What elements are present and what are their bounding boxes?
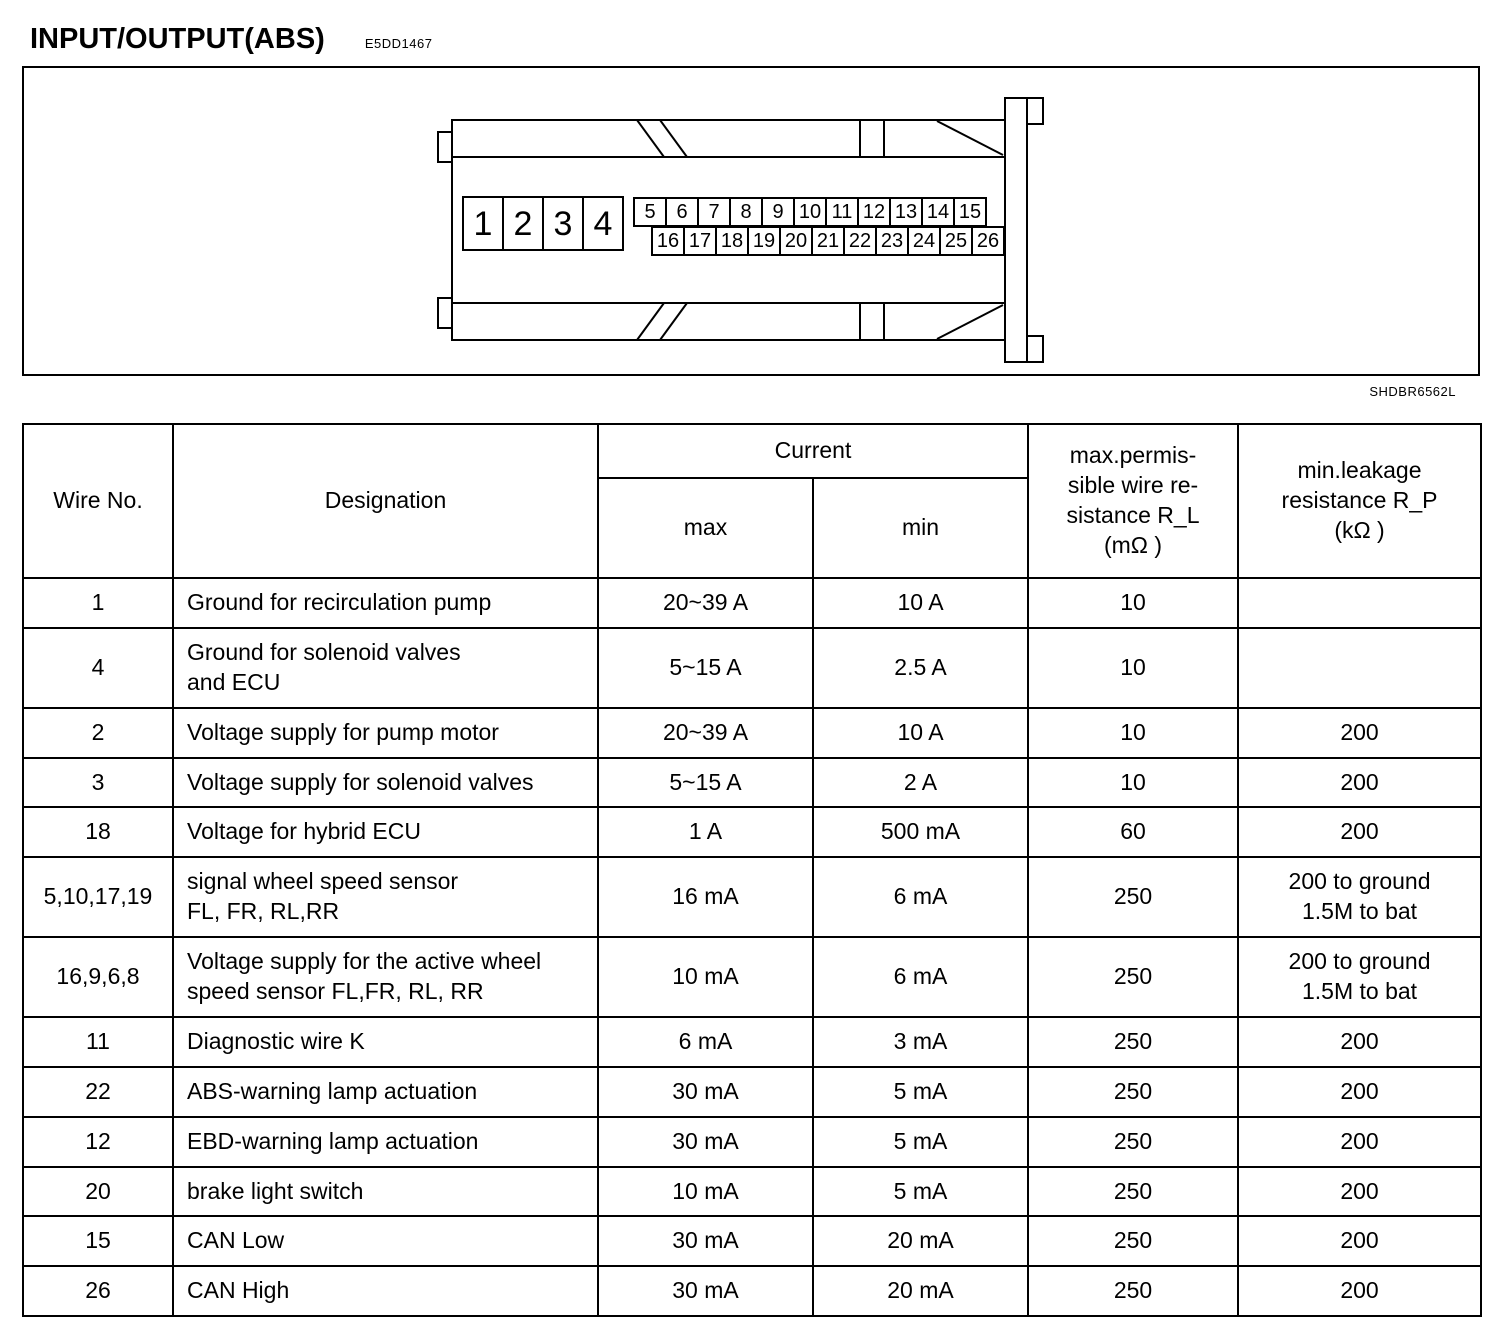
- table-row: [23, 1017, 1481, 1067]
- table-cell: signal wheel speed sensor FL, FR, RL,RR: [173, 857, 598, 937]
- pin-cell: 6: [665, 197, 699, 227]
- table-cell: EBD-warning lamp actuation: [173, 1117, 598, 1167]
- col-header-max-resistance: max.permis- sible wire re- sistance R_L (mΩ ): [1028, 424, 1238, 578]
- figure-caption: SHDBR6562L: [1369, 384, 1456, 399]
- col-header-designation: Designation: [173, 424, 598, 578]
- page-title: INPUT/OUTPUT(ABS): [30, 23, 325, 55]
- table-cell: 200 to ground 1.5M to bat: [1238, 937, 1481, 1017]
- pin-cell: 3: [542, 196, 584, 251]
- pin-cell: 19: [747, 226, 781, 256]
- table-cell: CAN Low: [173, 1216, 598, 1266]
- pin-cell: 12: [857, 197, 891, 227]
- table-cell: 15: [23, 1216, 173, 1266]
- table-row: [23, 1266, 1481, 1316]
- table-cell: 20~39 A: [598, 578, 813, 628]
- table-cell: 18: [23, 807, 173, 857]
- table-cell: 200: [1238, 1067, 1481, 1117]
- table-cell: Voltage supply for the active wheel speed sensor FL,FR, RL, RR: [173, 937, 598, 1017]
- table-cell: 250: [1028, 1167, 1238, 1217]
- pin-cell: 20: [779, 226, 813, 256]
- table-row: [23, 758, 1481, 808]
- table-row: [23, 857, 1481, 937]
- pin-cell: 26: [971, 226, 1005, 256]
- table-cell: Voltage supply for pump motor: [173, 708, 598, 758]
- table-cell: 200: [1238, 1266, 1481, 1316]
- pin-cell: 22: [843, 226, 877, 256]
- table-row: [23, 1216, 1481, 1266]
- pin-cell: 17: [683, 226, 717, 256]
- connector-top-pin-row: [633, 197, 987, 227]
- table-cell: 26: [23, 1266, 173, 1316]
- pin-cell: 25: [939, 226, 973, 256]
- table-cell: [1238, 628, 1481, 708]
- table-cell: Voltage supply for solenoid valves: [173, 758, 598, 808]
- table-cell: 200: [1238, 807, 1481, 857]
- pin-cell: 4: [582, 196, 624, 251]
- table-cell: 250: [1028, 1017, 1238, 1067]
- table-cell: 10 mA: [598, 937, 813, 1017]
- table-cell: 6 mA: [598, 1017, 813, 1067]
- table-cell: 500 mA: [813, 807, 1028, 857]
- table-row: [23, 807, 1481, 857]
- table-cell: 10 A: [813, 578, 1028, 628]
- table-cell: 10: [1028, 578, 1238, 628]
- table-cell: Ground for solenoid valves and ECU: [173, 628, 598, 708]
- table-row: [23, 628, 1481, 708]
- col-header-current-min: min: [813, 478, 1028, 578]
- pin-cell: 8: [729, 197, 763, 227]
- table-cell: 10 mA: [598, 1167, 813, 1217]
- table-cell: 30 mA: [598, 1117, 813, 1167]
- table-cell: Voltage for hybrid ECU: [173, 807, 598, 857]
- table-row: [23, 937, 1481, 1017]
- col-header-wire-no: Wire No.: [23, 424, 173, 578]
- table-cell: 200: [1238, 1017, 1481, 1067]
- table-cell: 250: [1028, 1117, 1238, 1167]
- table-cell: ABS-warning lamp actuation: [173, 1067, 598, 1117]
- table-cell: 200: [1238, 758, 1481, 808]
- col-header-min-leakage: min.leakage resistance R_P (kΩ ): [1238, 424, 1481, 578]
- col-header-current: Current: [598, 424, 1028, 478]
- table-cell: 5 mA: [813, 1167, 1028, 1217]
- table-cell: 10: [1028, 628, 1238, 708]
- col-header-current-max: max: [598, 478, 813, 578]
- pin-cell: 14: [921, 197, 955, 227]
- table-cell: 5~15 A: [598, 758, 813, 808]
- pin-cell: 7: [697, 197, 731, 227]
- pin-cell: 15: [953, 197, 987, 227]
- table-cell: 250: [1028, 1067, 1238, 1117]
- pin-cell: 18: [715, 226, 749, 256]
- table-cell: 6 mA: [813, 937, 1028, 1017]
- table-cell: 1: [23, 578, 173, 628]
- table-cell: 30 mA: [598, 1266, 813, 1316]
- table-cell: 5 mA: [813, 1117, 1028, 1167]
- table-cell: 2: [23, 708, 173, 758]
- table-cell: 1 A: [598, 807, 813, 857]
- connector-bottom-pin-row: [651, 226, 1005, 256]
- table-cell: 22: [23, 1067, 173, 1117]
- pin-cell: 1: [462, 196, 504, 251]
- table-cell: 5,10,17,19: [23, 857, 173, 937]
- io-spec-table: [22, 423, 1482, 1317]
- table-row: [23, 1067, 1481, 1117]
- pin-cell: 5: [633, 197, 667, 227]
- table-cell: 11: [23, 1017, 173, 1067]
- page-code: E5DD1467: [364, 36, 433, 51]
- table-cell: 250: [1028, 857, 1238, 937]
- table-cell: 250: [1028, 1216, 1238, 1266]
- table-cell: [1238, 578, 1481, 628]
- table-cell: 2.5 A: [813, 628, 1028, 708]
- pin-cell: 16: [651, 226, 685, 256]
- pin-cell: 21: [811, 226, 845, 256]
- table-body: [23, 578, 1481, 1316]
- table-cell: 200: [1238, 708, 1481, 758]
- table-cell: 10 A: [813, 708, 1028, 758]
- table-cell: 2 A: [813, 758, 1028, 808]
- table-header: [23, 424, 1481, 578]
- table-cell: Diagnostic wire K: [173, 1017, 598, 1067]
- pin-cell: 23: [875, 226, 909, 256]
- table-cell: 20: [23, 1167, 173, 1217]
- table-cell: 16,9,6,8: [23, 937, 173, 1017]
- table-cell: 20~39 A: [598, 708, 813, 758]
- connector-large-pins: [462, 196, 624, 251]
- page-header: [0, 0, 1504, 54]
- table-cell: 3 mA: [813, 1017, 1028, 1067]
- table-cell: 60: [1028, 807, 1238, 857]
- pin-cell: 9: [761, 197, 795, 227]
- table-cell: 12: [23, 1117, 173, 1167]
- table-cell: 30 mA: [598, 1216, 813, 1266]
- table-row: [23, 578, 1481, 628]
- table-cell: 6 mA: [813, 857, 1028, 937]
- table-cell: 20 mA: [813, 1216, 1028, 1266]
- table-cell: 5~15 A: [598, 628, 813, 708]
- pin-cell: 11: [825, 197, 859, 227]
- table-cell: 200: [1238, 1167, 1481, 1217]
- table-cell: 4: [23, 628, 173, 708]
- table-cell: 30 mA: [598, 1067, 813, 1117]
- pin-cell: 2: [502, 196, 544, 251]
- table-cell: brake light switch: [173, 1167, 598, 1217]
- table-row: [23, 708, 1481, 758]
- pin-cell: 10: [793, 197, 827, 227]
- table-row: [23, 1117, 1481, 1167]
- table-cell: 250: [1028, 937, 1238, 1017]
- table-cell: 3: [23, 758, 173, 808]
- table-cell: 10: [1028, 708, 1238, 758]
- connector-figure: [22, 66, 1480, 376]
- table-cell: 250: [1028, 1266, 1238, 1316]
- table-cell: 5 mA: [813, 1067, 1028, 1117]
- pin-cell: 24: [907, 226, 941, 256]
- pin-cell: 13: [889, 197, 923, 227]
- table-cell: 200: [1238, 1216, 1481, 1266]
- table-cell: 16 mA: [598, 857, 813, 937]
- table-cell: 20 mA: [813, 1266, 1028, 1316]
- table-cell: 200 to ground 1.5M to bat: [1238, 857, 1481, 937]
- table-cell: CAN High: [173, 1266, 598, 1316]
- table-cell: 200: [1238, 1117, 1481, 1167]
- table-cell: Ground for recirculation pump: [173, 578, 598, 628]
- table-row: [23, 1167, 1481, 1217]
- table-cell: 10: [1028, 758, 1238, 808]
